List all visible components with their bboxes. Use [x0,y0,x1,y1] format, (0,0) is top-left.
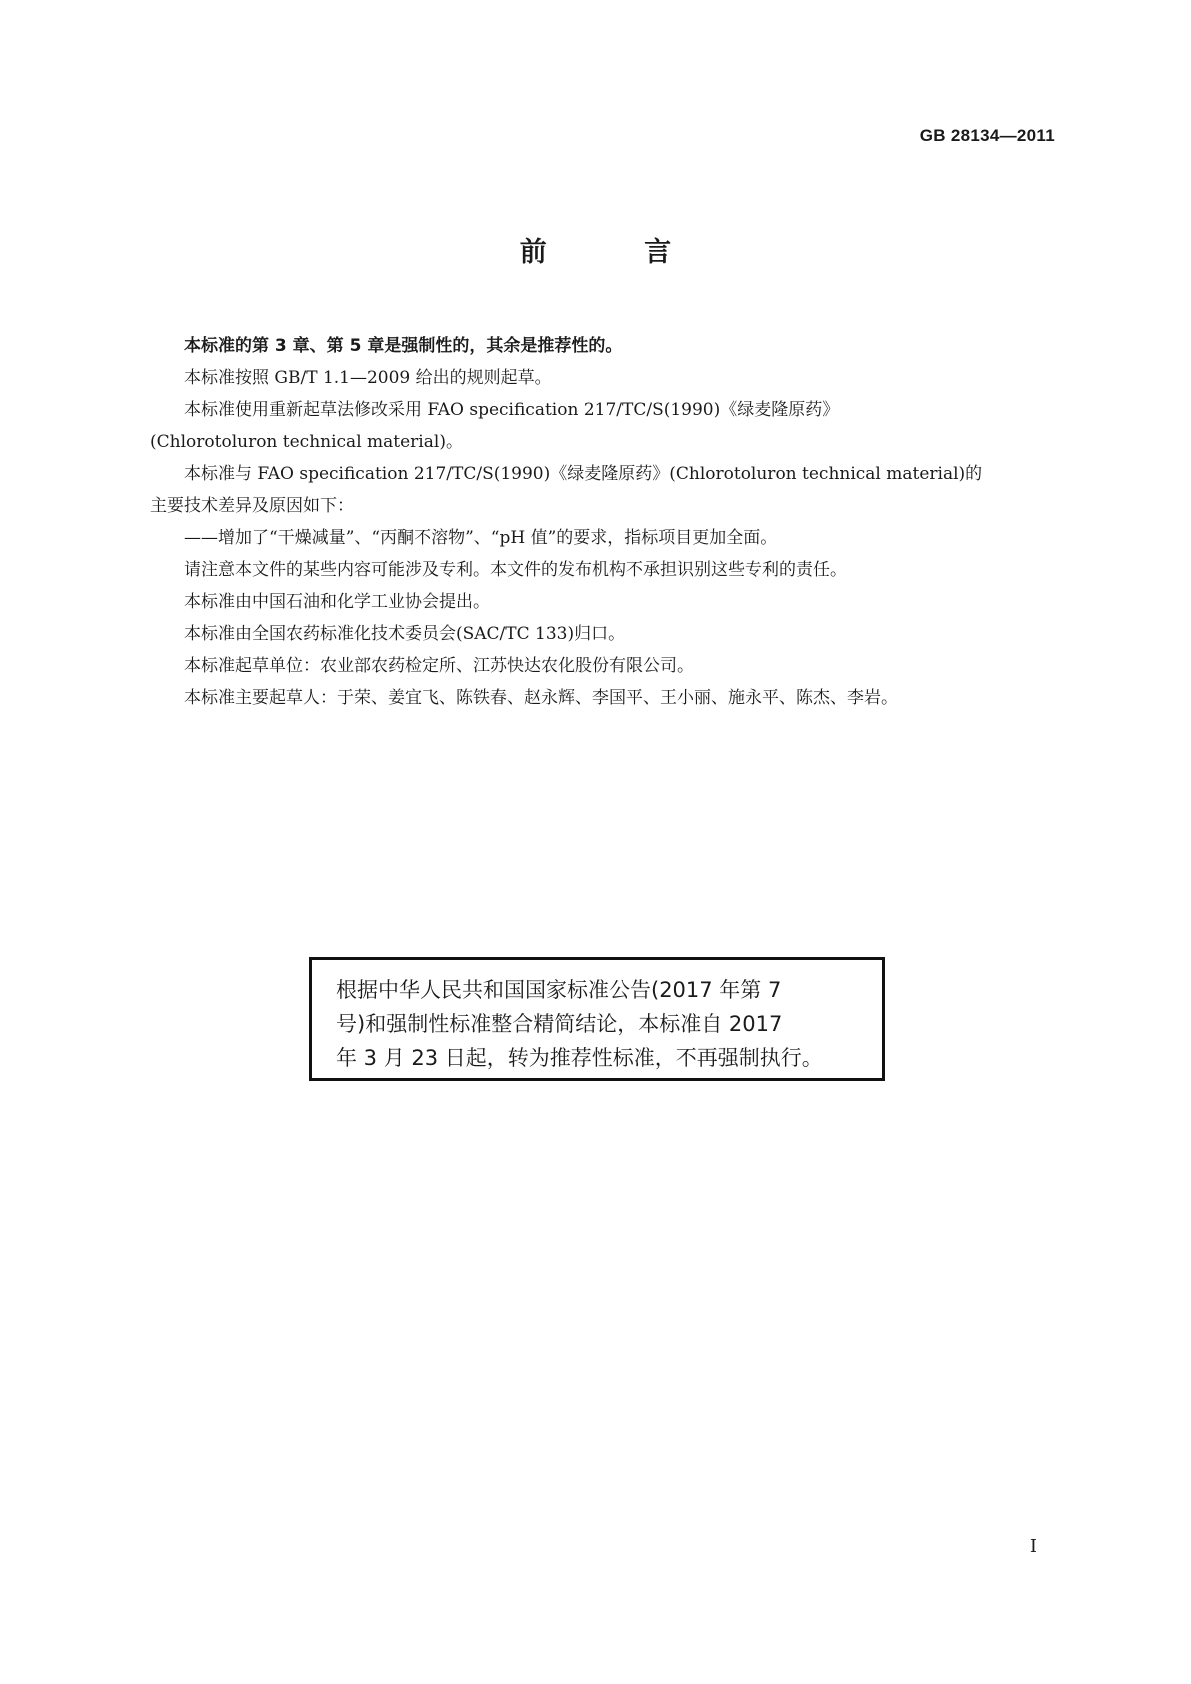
paragraph-adoption-line2: (Chlorotoluron technical material)。 [150,432,463,452]
paragraph-differences-line2: 主要技术差异及原因如下： [150,496,354,516]
paragraph-drafting-rules: 本标准按照 GB/T 1.1—2009 给出的规则起草。 [184,368,552,388]
paragraph-technical-committee: 本标准由全国农药标准化技术委员会(SAC/TC 133)归口。 [184,624,626,644]
notice-line: 年 3 月 23 日起，转为推荐性标准，不再强制执行。 [336,1046,823,1070]
status-notice-box [309,957,885,1081]
standard-code: GB 28134—2011 [919,126,1055,145]
notice-line: 根据中华人民共和国国家标准公告(2017 年第 7 [336,978,782,1002]
page-number: I [1029,1536,1037,1557]
paragraph-difference-item: ——增加了“干燥减量”、“丙酮不溶物”、“pH 值”的要求，指标项目更加全面。 [184,528,778,548]
paragraph-differences-line1: 本标准与 FAO specification 217/TC/S(1990)《绿麦隆原药》(Chlorotoluron technical material)的 [184,464,983,484]
foreword-body [150,330,1056,714]
page-title: 前 言 [519,237,716,268]
paragraph-drafters: 本标准主要起草人：于荣、姜宜飞、陈铁春、赵永辉、李国平、王小丽、施永平、陈杰、李岩。 [184,688,898,708]
paragraph-adoption-line1: 本标准使用重新起草法修改采用 FAO specification 217/TC/S(1990)《绿麦隆原药》 [184,400,840,420]
paragraph-proposer: 本标准由中国石油和化学工业协会提出。 [184,592,490,612]
paragraph-mandatory-chapters: 本标准的第 3 章、第 5 章是强制性的，其余是推荐性的。 [184,336,623,356]
notice-line: 号)和强制性标准整合精简结论，本标准自 2017 [336,1012,783,1036]
paragraph-patent-notice: 请注意本文件的某些内容可能涉及专利。本文件的发布机构不承担识别这些专利的责任。 [184,560,847,580]
paragraph-drafting-organizations: 本标准起草单位：农业部农药检定所、江苏快达农化股份有限公司。 [184,656,694,676]
